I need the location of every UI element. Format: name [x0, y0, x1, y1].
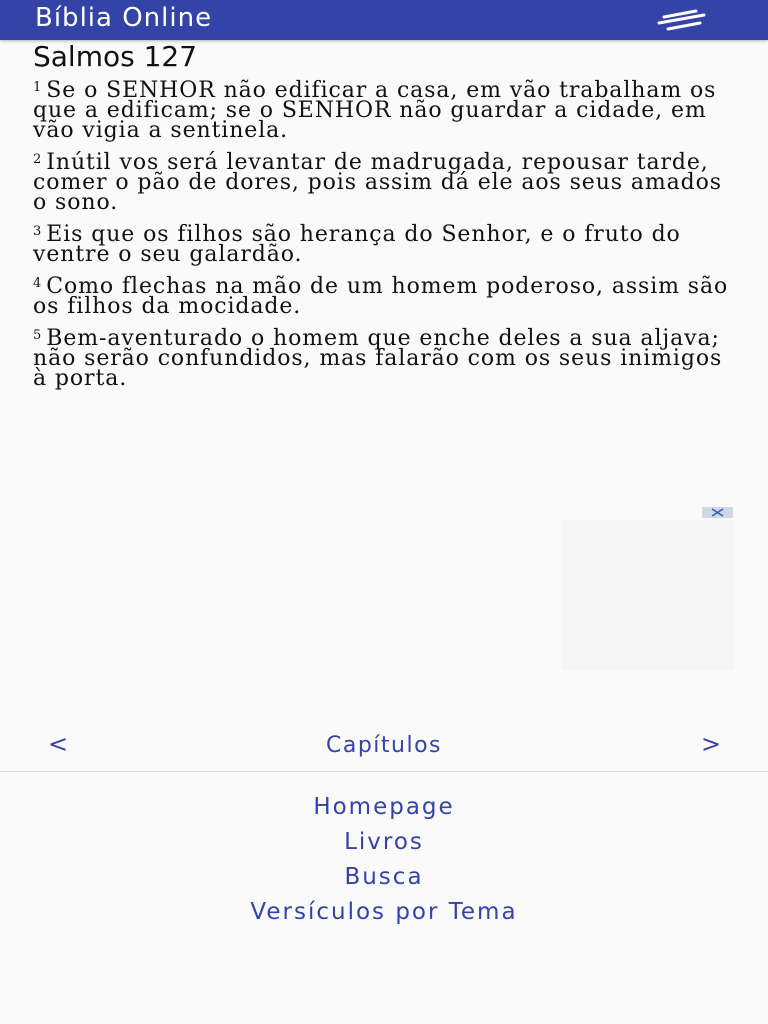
verses-by-theme-link-label[interactable]: Versículos por Tema — [250, 899, 518, 925]
verse-4 — [33, 274, 738, 317]
next-chapter-button[interactable]: > — [701, 730, 722, 758]
verse-number: 3 — [33, 224, 42, 239]
close-icon[interactable] — [702, 507, 733, 518]
chapters-link[interactable]: Capítulos — [325, 733, 443, 758]
previous-chapter-button[interactable]: < — [48, 730, 69, 758]
chapter-title: Salmos 127 — [33, 40, 198, 73]
homepage-link[interactable] — [0, 790, 768, 825]
books-link[interactable] — [0, 825, 768, 860]
verse-text: Eis que os filhos são herança do Senhor, e o fruto do ventre o seu galardão. — [33, 222, 681, 267]
verse-3 — [33, 222, 738, 265]
verse-number: 4 — [33, 276, 42, 291]
app-bar — [0, 0, 768, 40]
verse-text: Inútil vos será levantar de madrugada, repousar tarde, comer o pão de dores, pois assim dá ele aos seus amados o sono. — [33, 150, 722, 215]
search-link-label[interactable]: Busca — [344, 864, 424, 890]
verse-text: Bem-aventurado o homem que enche deles a sua aljava; não serão confundidos, mas falarão com os seus inimigos à porta. — [33, 326, 723, 391]
menu-icon[interactable] — [656, 9, 708, 31]
verse-text: Como flechas na mão de um homem poderoso, assim são os filhos da mocidade. — [33, 274, 729, 319]
search-link[interactable] — [0, 860, 768, 895]
verse-number: 2 — [33, 152, 42, 167]
verse-5 — [33, 326, 738, 389]
divider — [0, 771, 768, 772]
verses-by-theme-link[interactable] — [0, 895, 768, 930]
verse-list — [33, 78, 738, 398]
verse-number: 5 — [33, 328, 42, 343]
homepage-link-label[interactable]: Homepage — [313, 794, 455, 820]
verse-number: 1 — [33, 80, 42, 95]
ad-banner[interactable] — [562, 520, 734, 670]
verse-text: Se o SENHOR não edificar a casa, em vão trabalham os que a edificam; se o SENHOR não guardar a cidade, em vão vigia a sentinela. — [33, 78, 717, 143]
footer-links — [0, 790, 768, 930]
books-link-label[interactable]: Livros — [344, 829, 424, 855]
verse-2 — [33, 150, 738, 213]
verse-1 — [33, 78, 738, 141]
chapters-link-container — [0, 732, 768, 760]
app-title[interactable]: Bíblia Online — [35, 3, 213, 33]
